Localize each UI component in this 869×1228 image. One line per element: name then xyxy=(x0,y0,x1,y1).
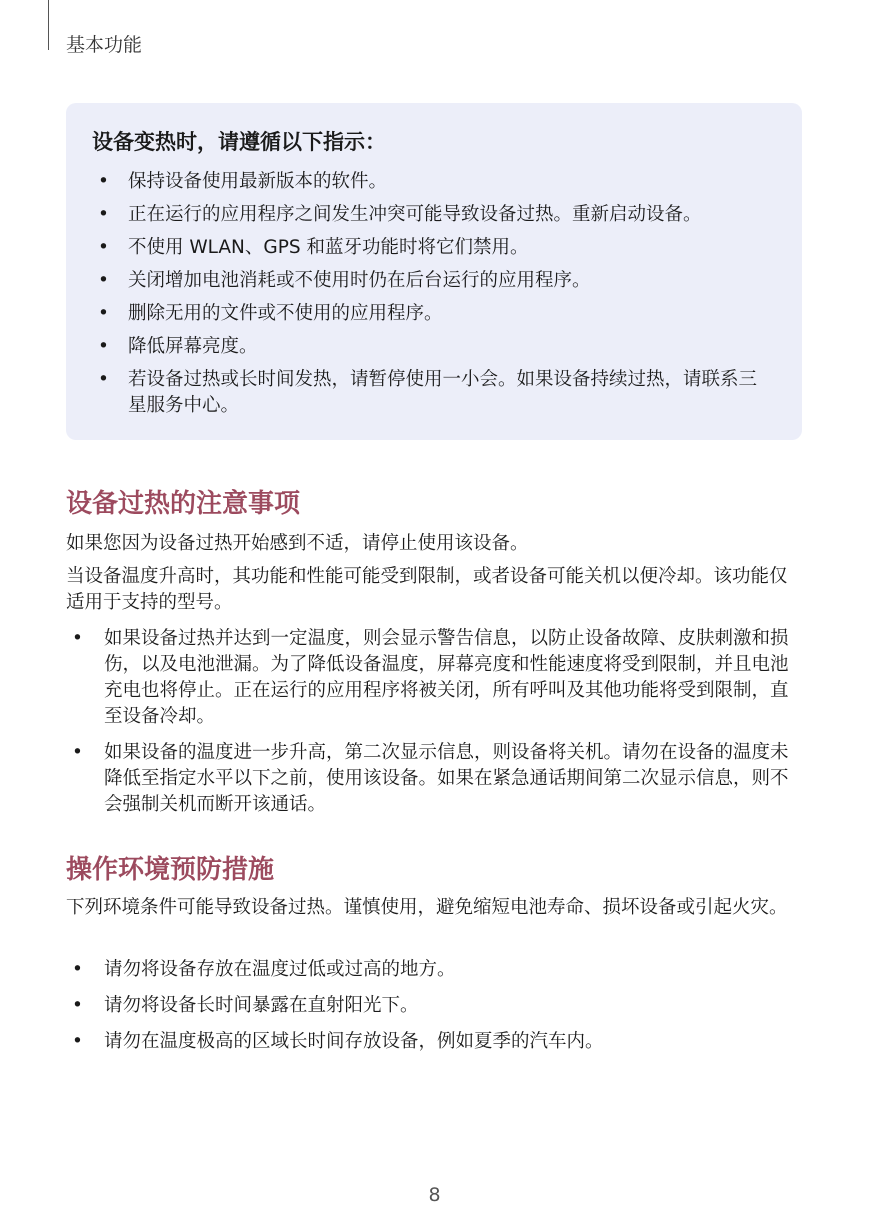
overheat-list xyxy=(66,626,804,828)
list-item: • 如果设备的温度进一步升高，第二次显示信息，则设备将关机。请勿在设备的温度未降低至指定水平以下之前，使用该设备。如果在紧急通话期间第二次显示信息，则不会强制关机而断开该通话。 xyxy=(72,742,789,815)
list-item: • 删除无用的文件或不使用的应用程序。 xyxy=(92,301,772,327)
section-heading-overheat: 设备过热的注意事项 xyxy=(66,489,301,519)
bullet-icon: • xyxy=(98,303,109,324)
section-heading-environment: 操作环境预防措施 xyxy=(66,855,275,885)
overheat-paragraph-1: 如果您因为设备过热开始感到不适，请停止使用该设备。 xyxy=(66,533,529,554)
list-item: • 不使用 WLAN、GPS 和蓝牙功能时将它们禁用。 xyxy=(92,235,772,261)
list-item: • 关闭增加电池消耗或不使用时仍在后台运行的应用程序。 xyxy=(92,268,772,294)
list-item: • 如果设备过热并达到一定温度，则会显示警告信息，以防止设备故障、皮肤刺激和损伤，以及电池泄漏。为了降低设备温度，屏幕亮度和性能速度将受到限制，并且电池充电也将停止。正在运行的应用程序将被关闭，所有呼叫及其他功能将受到限制，直至设备冷却。 xyxy=(72,628,789,727)
bullet-icon: • xyxy=(72,959,83,980)
bullet-icon: • xyxy=(72,742,83,763)
list-item: • 保持设备使用最新版本的软件。 xyxy=(92,169,772,195)
environment-list xyxy=(66,957,804,1065)
bullet-icon: • xyxy=(98,171,109,192)
bullet-icon: • xyxy=(98,204,109,225)
tip-list xyxy=(92,169,772,419)
bullet-icon: • xyxy=(72,995,83,1016)
header-divider xyxy=(48,0,49,50)
list-item: • 请勿将设备长时间暴露在直射阳光下。 xyxy=(66,993,804,1019)
list-item: • 请勿将设备存放在温度过低或过高的地方。 xyxy=(66,957,804,983)
bullet-icon: • xyxy=(98,270,109,291)
list-item: • 正在运行的应用程序之间发生冲突可能导致设备过热。重新启动设备。 xyxy=(92,202,772,228)
environment-paragraph: 下列环境条件可能导致设备过热。谨慎使用，避免缩短电池寿命、损坏设备或引起火灾。 xyxy=(66,897,788,918)
header-title: 基本功能 xyxy=(66,34,143,56)
tip-box xyxy=(66,103,802,440)
bullet-icon: • xyxy=(98,336,109,357)
list-item: • 请勿在温度极高的区域长时间存放设备，例如夏季的汽车内。 xyxy=(66,1029,804,1055)
overheat-paragraph-2: 当设备温度升高时，其功能和性能可能受到限制，或者设备可能关机以便冷却。该功能仅适用于支持的型号。 xyxy=(66,566,788,613)
bullet-icon: • xyxy=(72,628,83,649)
page-number: 8 xyxy=(428,1184,441,1206)
bullet-icon: • xyxy=(98,369,109,390)
list-item: • 若设备过热或长时间发热，请暂停使用一小会。如果设备持续过热，请联系三星服务中心。 xyxy=(98,369,758,416)
bullet-icon: • xyxy=(72,1031,83,1052)
list-item: • 降低屏幕亮度。 xyxy=(92,334,772,360)
tip-box-title: 设备变热时，请遵循以下指示： xyxy=(92,130,386,154)
bullet-icon: • xyxy=(98,237,109,258)
